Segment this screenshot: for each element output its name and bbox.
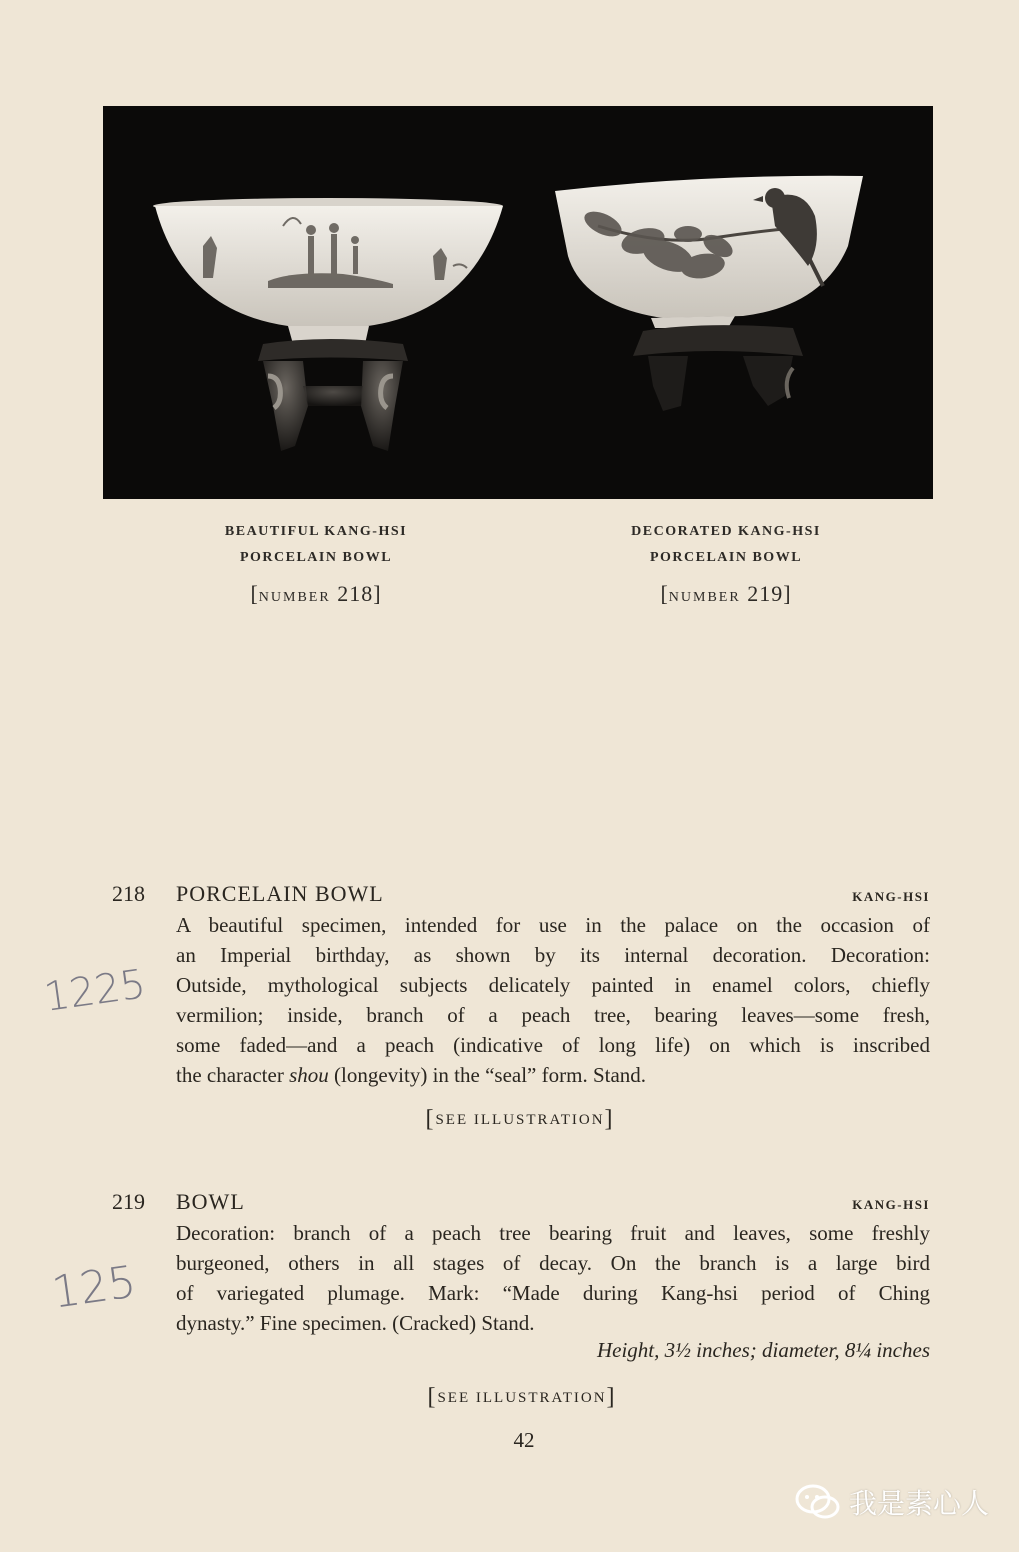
wechat-icon	[795, 1483, 841, 1521]
description-line: A beautiful specimen, intended for use in the palace on the occasion of	[176, 913, 930, 937]
handwritten-price: 1225	[41, 961, 149, 1021]
ref-number: 218	[337, 581, 374, 606]
caption-right-ref: [NUMBER 219]	[660, 581, 792, 606]
caption-left-ref: [NUMBER 218]	[250, 581, 382, 606]
caption-right	[566, 519, 886, 571]
ref-number: 219	[747, 581, 784, 606]
lot-period: KANG-HSI	[852, 889, 930, 904]
lot-dimensions: Height, 3½ inches; diameter, 8¼ inches	[596, 1338, 930, 1362]
right-bowl	[555, 176, 863, 411]
caption-right-line2: PORCELAIN BOWL	[649, 550, 803, 565]
lot-title: BOWL	[176, 1189, 245, 1214]
caption-left-line1: BEAUTIFUL KANG-HSI	[224, 524, 408, 539]
caption-left	[156, 519, 476, 571]
lot-number: 218	[112, 881, 145, 906]
lot-number: 219	[112, 1189, 145, 1214]
caption-right-line1: DECORATED KANG-HSI	[631, 524, 821, 539]
left-bowl	[153, 198, 503, 451]
caption-left-line2: PORCELAIN BOWL	[239, 550, 393, 565]
description-line: some faded—and a peach (indicative of long life) on which is inscribed	[176, 1033, 930, 1057]
description-line: an Imperial birthday, as shown by its internal decoration. Decoration:	[176, 943, 930, 967]
italic-word: shou	[289, 1063, 329, 1087]
description-line-last: the character shou (longevity) in the “seal” form. Stand.	[176, 1063, 647, 1087]
description-line: of variegated plumage. Mark: “Made during Kang-hsi period of Ching	[176, 1281, 930, 1305]
see-illustration: [SEE ILLUSTRATION]	[425, 1106, 615, 1132]
description-line: Outside, mythological subjects delicately painted in enamel colors, chiefly	[176, 973, 930, 997]
handwritten-price: 125	[48, 1256, 140, 1319]
lot-description	[176, 910, 930, 1090]
description-line: vermilion; inside, branch of a peach tree, bearing leaves—some fresh,	[176, 1003, 930, 1027]
description-line: burgeoned, others in all stages of decay. On the branch is a large bird	[176, 1251, 930, 1275]
bowls-photograph	[103, 106, 933, 499]
description-line-last: dynasty.” Fine specimen. (Cracked) Stand.	[176, 1311, 535, 1335]
ref-word: NUMBER	[258, 590, 331, 605]
watermark-text: 我是素心人	[848, 1487, 989, 1520]
description-line: Decoration: branch of a peach tree bearing fruit and leaves, some freshly	[176, 1221, 930, 1245]
lot-title: PORCELAIN BOWL	[176, 881, 384, 906]
ref-word: NUMBER	[668, 590, 741, 605]
lot-period: KANG-HSI	[852, 1197, 930, 1212]
page-number: 42	[513, 1428, 535, 1452]
see-illustration: [SEE ILLUSTRATION]	[427, 1384, 617, 1410]
watermark	[795, 1482, 989, 1522]
lot-description	[176, 1218, 930, 1338]
photo-plate	[103, 106, 933, 499]
